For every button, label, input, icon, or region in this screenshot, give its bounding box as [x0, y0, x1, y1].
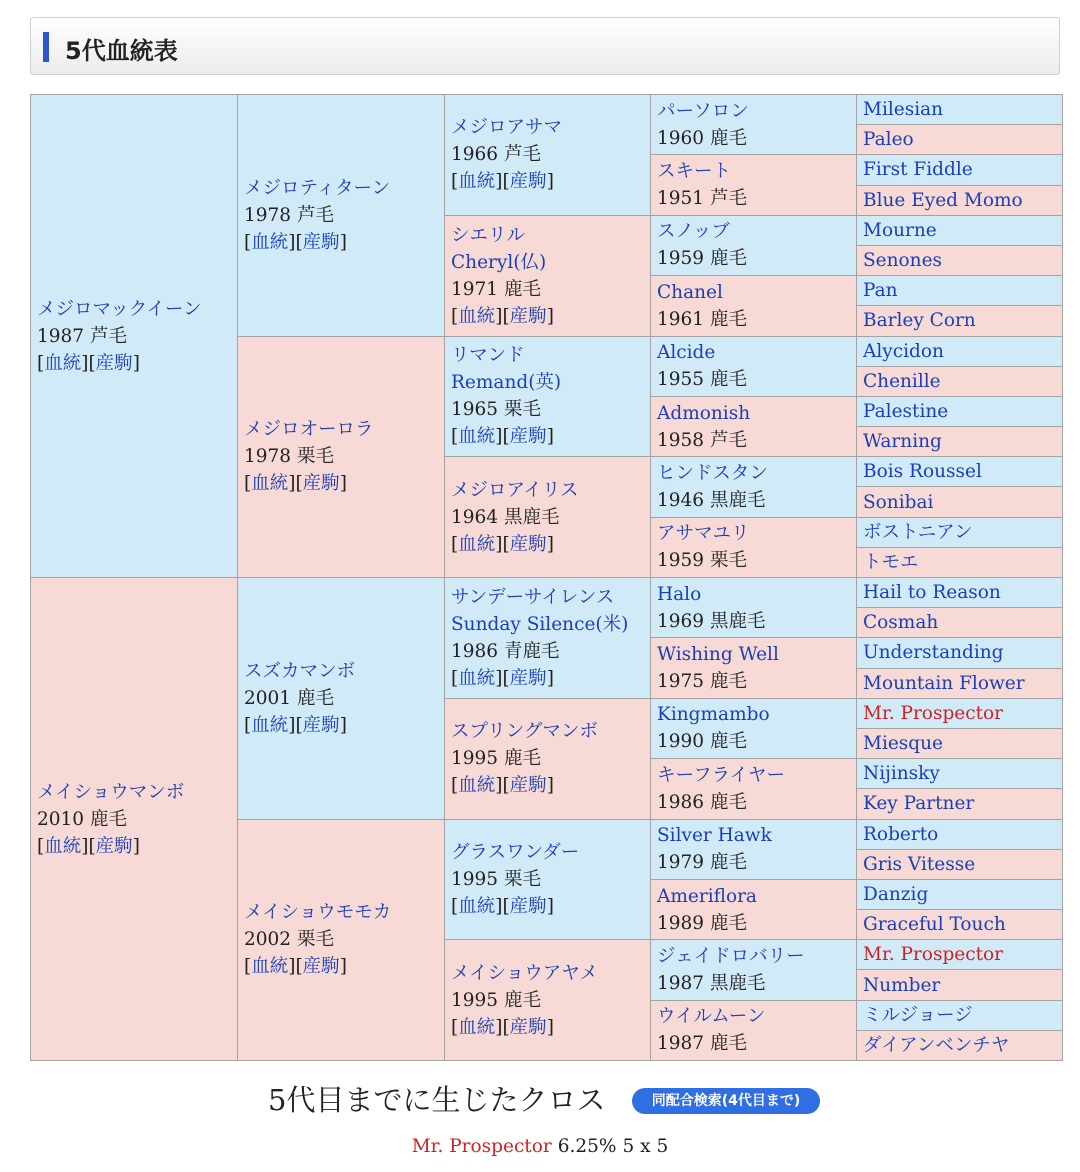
gen5-cell	[857, 819, 1063, 849]
horse-name-link[interactable]: Blue Eyed Momo	[863, 189, 1023, 211]
horse-name-link[interactable]: Alycidon	[863, 340, 944, 362]
horse-links: [血統][産駒]	[244, 231, 347, 253]
gen5-cell	[857, 245, 1063, 275]
gen2-cell	[238, 95, 445, 337]
horse-name-link[interactable]: ウイルムーン	[657, 1006, 766, 1028]
pedigree-link[interactable]: 血統	[458, 426, 496, 448]
gen3-cell	[445, 698, 651, 819]
gen5-cell	[857, 185, 1063, 215]
horse-name-link[interactable]: Number	[863, 974, 941, 996]
horse-name-link[interactable]: Chanel	[657, 281, 723, 303]
gen5-cell	[857, 306, 1063, 336]
offspring-link[interactable]: 産駒	[509, 895, 547, 917]
offspring-link[interactable]: 産駒	[302, 956, 340, 978]
cross-section-title: 5代目までに生じたクロス	[268, 1083, 606, 1117]
horse-name-link[interactable]: アサマユリ	[657, 523, 750, 545]
horse-name-link[interactable]: ボストニアン	[863, 521, 973, 543]
horse-name-link[interactable]: ジェイドロバリー	[657, 945, 805, 967]
cross-horse-name[interactable]: Mr. Prospector	[411, 1136, 552, 1157]
horse-name-link[interactable]: メイショウモモカ	[244, 902, 392, 924]
same-mating-search-button[interactable]: 同配合検索(4代目まで)	[632, 1088, 820, 1114]
horse-links: [血統][産駒]	[451, 895, 554, 917]
horse-name-link[interactable]: メイショウアヤメ	[451, 962, 598, 984]
horse-name-link[interactable]: Mr. Prospector	[863, 944, 1004, 966]
horse-links: [血統][産駒]	[37, 352, 140, 374]
horse-year-color: 1995 鹿毛	[451, 989, 541, 1011]
offspring-link[interactable]: 産駒	[509, 426, 547, 448]
horse-year-color: 2001 鹿毛	[244, 687, 334, 709]
horse-name-link[interactable]: Nijinsky	[863, 763, 940, 785]
horse-name-link[interactable]: サンデーサイレンス	[451, 586, 615, 608]
gen4-cell	[651, 517, 857, 577]
gen4-cell	[651, 819, 857, 879]
horse-year-color: 1995 栗毛	[451, 868, 541, 890]
horse-name-link[interactable]: Silver Hawk	[657, 825, 772, 847]
horse-name-link[interactable]: Mr. Prospector	[863, 702, 1004, 724]
gen5-cell	[857, 608, 1063, 638]
gen5-cell	[857, 1000, 1063, 1030]
horse-year-color: 1959 栗毛	[657, 550, 747, 572]
offspring-link[interactable]: 産駒	[509, 171, 547, 193]
horse-year-color: 1987 鹿毛	[657, 1033, 747, 1055]
gen5-cell	[857, 517, 1063, 547]
horse-name-link[interactable]: Bois Roussel	[863, 461, 982, 483]
horse-name-link[interactable]: Cosmah	[863, 612, 939, 634]
horse-name-link[interactable]: トモエ	[863, 551, 919, 573]
horse-links: [血統][産駒]	[451, 533, 554, 555]
gen4-cell	[651, 396, 857, 456]
pedigree-link[interactable]: 血統	[44, 835, 82, 857]
pedigree-link[interactable]: 血統	[458, 1016, 496, 1038]
horse-name-link[interactable]: Wishing Well	[657, 644, 779, 666]
gen3-cell	[445, 578, 651, 699]
horse-name-link[interactable]: メジロアサマ	[451, 117, 563, 139]
horse-name-link[interactable]: ミルジョージ	[863, 1004, 973, 1026]
gen2-cell	[238, 578, 445, 820]
gen3-cell	[445, 95, 651, 216]
offspring-link[interactable]: 産駒	[302, 231, 340, 253]
horse-name-link[interactable]: Gris Vitesse	[863, 853, 976, 875]
gen5-cell	[857, 366, 1063, 396]
horse-year-color: 1964 黒鹿毛	[451, 506, 560, 528]
gen5-cell	[857, 155, 1063, 185]
offspring-link[interactable]: 産駒	[509, 775, 547, 797]
horse-year-color: 1989 鹿毛	[657, 912, 747, 934]
horse-year-color: 1990 鹿毛	[657, 731, 747, 753]
horse-name-link[interactable]: メジロマックイーン	[37, 298, 202, 320]
horse-name-link[interactable]: Warning	[863, 431, 942, 453]
horse-year-color: 1961 鹿毛	[657, 308, 747, 330]
horse-name-link[interactable]: Sonibai	[863, 491, 934, 513]
horse-alt-name-link[interactable]: Cheryl(仏)	[451, 251, 547, 273]
gen5-cell	[857, 789, 1063, 819]
horse-name-link[interactable]: シエリル	[451, 224, 526, 246]
gen5-cell	[857, 547, 1063, 577]
horse-name-link[interactable]: メジロティターン	[244, 177, 391, 199]
gen2-cell	[238, 819, 445, 1061]
horse-name-link[interactable]: Mountain Flower	[863, 672, 1025, 694]
horse-links: [血統][産駒]	[244, 714, 347, 736]
offspring-link[interactable]: 産駒	[509, 1016, 547, 1038]
gen5-cell	[857, 728, 1063, 758]
horse-name-link[interactable]: Roberto	[863, 823, 939, 845]
gen5-cell	[857, 970, 1063, 1000]
gen4-cell	[651, 336, 857, 396]
horse-year-color: 1995 鹿毛	[451, 748, 541, 770]
gen4-cell	[651, 940, 857, 1000]
gen5-cell	[857, 276, 1063, 306]
gen3-cell	[445, 457, 651, 578]
gen4-cell	[651, 698, 857, 758]
header-accent-bar	[43, 32, 49, 62]
gen5-cell	[857, 427, 1063, 457]
horse-name-link[interactable]: Senones	[863, 250, 943, 272]
gen4-cell	[651, 276, 857, 336]
horse-name-link[interactable]: Key Partner	[863, 793, 975, 815]
pedigree-row	[31, 95, 1063, 125]
pedigree-link[interactable]: 血統	[458, 533, 496, 555]
offspring-link[interactable]: 産駒	[302, 714, 340, 736]
horse-name-link[interactable]: Milesian	[863, 99, 944, 121]
horse-name-link[interactable]: Ameriflora	[657, 885, 757, 907]
cross-percent: 6.25%	[557, 1136, 617, 1157]
horse-name-link[interactable]: メイショウマンボ	[37, 781, 185, 803]
horse-name-link[interactable]: メジロアイリス	[451, 479, 579, 501]
gen4-cell	[651, 215, 857, 275]
pedigree-link[interactable]: 血統	[458, 895, 496, 917]
horse-name-link[interactable]: Danzig	[863, 883, 929, 905]
pedigree-link[interactable]: 血統	[251, 231, 289, 253]
horse-year-color: 2010 鹿毛	[37, 808, 127, 830]
horse-year-color: 1987 芦毛	[37, 325, 127, 347]
horse-name-link[interactable]: Mourne	[863, 219, 937, 241]
gen5-cell	[857, 1030, 1063, 1060]
offspring-link[interactable]: 産駒	[509, 667, 547, 689]
offspring-link[interactable]: 産駒	[509, 533, 547, 555]
gen4-cell	[651, 578, 857, 638]
horse-name-link[interactable]: リマンド	[451, 345, 525, 367]
horse-year-color: 1959 鹿毛	[657, 248, 747, 270]
gen4-cell	[651, 457, 857, 517]
gen4-cell	[651, 155, 857, 215]
gen5-cell	[857, 396, 1063, 426]
page-title: 5代血統表	[65, 37, 178, 65]
horse-year-color: 1965 栗毛	[451, 399, 541, 421]
horse-name-link[interactable]: スプリングマンボ	[451, 721, 598, 743]
horse-year-color: 1960 鹿毛	[657, 127, 747, 149]
gen3-cell	[445, 819, 651, 940]
gen5-cell	[857, 336, 1063, 366]
horse-year-color: 1958 芦毛	[657, 429, 747, 451]
gen5-cell	[857, 457, 1063, 487]
horse-links: [血統][産駒]	[244, 473, 347, 495]
horse-name-link[interactable]: Chenille	[863, 370, 941, 392]
horse-name-link[interactable]: Pan	[863, 280, 898, 302]
horse-links: [血統][産駒]	[451, 775, 554, 797]
horse-year-color: 1975 鹿毛	[657, 671, 747, 693]
offspring-link[interactable]: 産駒	[302, 473, 340, 495]
horse-year-color: 1986 鹿毛	[657, 791, 747, 813]
horse-name-link[interactable]: スノッブ	[657, 221, 730, 243]
horse-links: [血統][産駒]	[451, 1016, 554, 1038]
horse-name-link[interactable]: ダイアンベンチヤ	[863, 1034, 1010, 1056]
gen5-cell	[857, 668, 1063, 698]
gen5-cell	[857, 95, 1063, 125]
horse-year-color: 2002 栗毛	[244, 929, 334, 951]
gen5-cell	[857, 759, 1063, 789]
pedigree-link[interactable]: 血統	[458, 171, 496, 193]
horse-year-color: 1966 芦毛	[451, 144, 541, 166]
horse-name-link[interactable]: パーソロン	[657, 100, 749, 122]
horse-name-link[interactable]: Kingmambo	[657, 704, 770, 726]
pedigree-link[interactable]: 血統	[251, 956, 289, 978]
horse-name-link[interactable]: Hail to Reason	[863, 582, 1001, 604]
gen5-cell	[857, 638, 1063, 668]
gen5-cell	[857, 578, 1063, 608]
horse-links: [血統][産駒]	[37, 835, 140, 857]
gen5-cell	[857, 849, 1063, 879]
cross-generation: 5 x 5	[622, 1136, 669, 1157]
horse-links: [血統][産駒]	[244, 956, 347, 978]
gen3-cell	[445, 215, 651, 336]
offspring-link[interactable]: 産駒	[95, 352, 133, 374]
horse-name-link[interactable]: Halo	[657, 583, 702, 605]
gen5-cell	[857, 940, 1063, 970]
gen1-dam-cell	[31, 578, 238, 1061]
pedigree-table	[30, 94, 1063, 1061]
gen4-cell	[651, 879, 857, 939]
horse-name-link[interactable]: Alcide	[657, 342, 716, 364]
horse-year-color: 1951 芦毛	[657, 188, 747, 210]
pedigree-link[interactable]: 血統	[458, 305, 496, 327]
horse-links: [血統][産駒]	[451, 667, 554, 689]
offspring-link[interactable]: 産駒	[95, 835, 133, 857]
gen5-cell	[857, 125, 1063, 155]
horse-name-link[interactable]: Understanding	[863, 642, 1004, 664]
gen3-cell	[445, 336, 651, 457]
horse-year-color: 1979 鹿毛	[657, 852, 747, 874]
pedigree-link[interactable]: 血統	[44, 352, 82, 374]
gen3-cell	[445, 940, 651, 1061]
horse-name-link[interactable]: Paleo	[863, 129, 914, 151]
horse-name-link[interactable]: First Fiddle	[863, 159, 973, 181]
gen4-cell	[651, 638, 857, 698]
horse-name-link[interactable]: スキート	[657, 161, 732, 183]
horse-links: [血統][産駒]	[451, 305, 554, 327]
horse-year-color: 1987 黒鹿毛	[657, 972, 766, 994]
horse-name-link[interactable]: Barley Corn	[863, 310, 976, 332]
horse-name-link[interactable]: キーフライヤー	[657, 764, 786, 786]
gen2-cell	[238, 336, 445, 578]
pedigree-link[interactable]: 血統	[251, 714, 289, 736]
gen5-cell	[857, 879, 1063, 909]
pedigree-link[interactable]: 血統	[458, 775, 496, 797]
gen1-sire-cell	[31, 95, 238, 578]
horse-name-link[interactable]: メジロオーロラ	[244, 419, 374, 441]
horse-name-link[interactable]: Admonish	[657, 402, 751, 424]
cross-list	[0, 1136, 1080, 1157]
pedigree-link[interactable]: 血統	[251, 473, 289, 495]
horse-name-link[interactable]: グラスワンダー	[451, 841, 580, 863]
horse-year-color: 1978 芦毛	[244, 204, 334, 226]
gen5-cell	[857, 215, 1063, 245]
horse-name-link[interactable]: スズカマンボ	[244, 660, 356, 682]
gen5-cell	[857, 487, 1063, 517]
gen4-cell	[651, 95, 857, 155]
horse-name-link[interactable]: Graceful Touch	[863, 914, 1006, 936]
section-header	[30, 17, 1060, 75]
horse-name-link[interactable]: Palestine	[863, 400, 949, 422]
horse-year-color: 1971 鹿毛	[451, 278, 541, 300]
horse-links: [血統][産駒]	[451, 426, 554, 448]
offspring-link[interactable]: 産駒	[509, 305, 547, 327]
horse-alt-name-link[interactable]: Remand(英)	[451, 372, 562, 394]
horse-year-color: 1978 栗毛	[244, 446, 334, 468]
horse-links: [血統][産駒]	[451, 171, 554, 193]
horse-name-link[interactable]: Miesque	[863, 733, 944, 755]
horse-year-color: 1946 黒鹿毛	[657, 489, 766, 511]
horse-year-color: 1969 黒鹿毛	[657, 610, 766, 632]
gen5-cell	[857, 910, 1063, 940]
horse-name-link[interactable]: ヒンドスタン	[657, 462, 768, 484]
pedigree-link[interactable]: 血統	[458, 667, 496, 689]
gen4-cell	[651, 1000, 857, 1060]
pedigree-row	[31, 578, 1063, 608]
horse-alt-name-link[interactable]: Sunday Silence(米)	[451, 613, 629, 635]
horse-year-color: 1955 鹿毛	[657, 369, 747, 391]
gen5-cell	[857, 698, 1063, 728]
gen4-cell	[651, 759, 857, 819]
horse-year-color: 1986 青鹿毛	[451, 640, 560, 662]
